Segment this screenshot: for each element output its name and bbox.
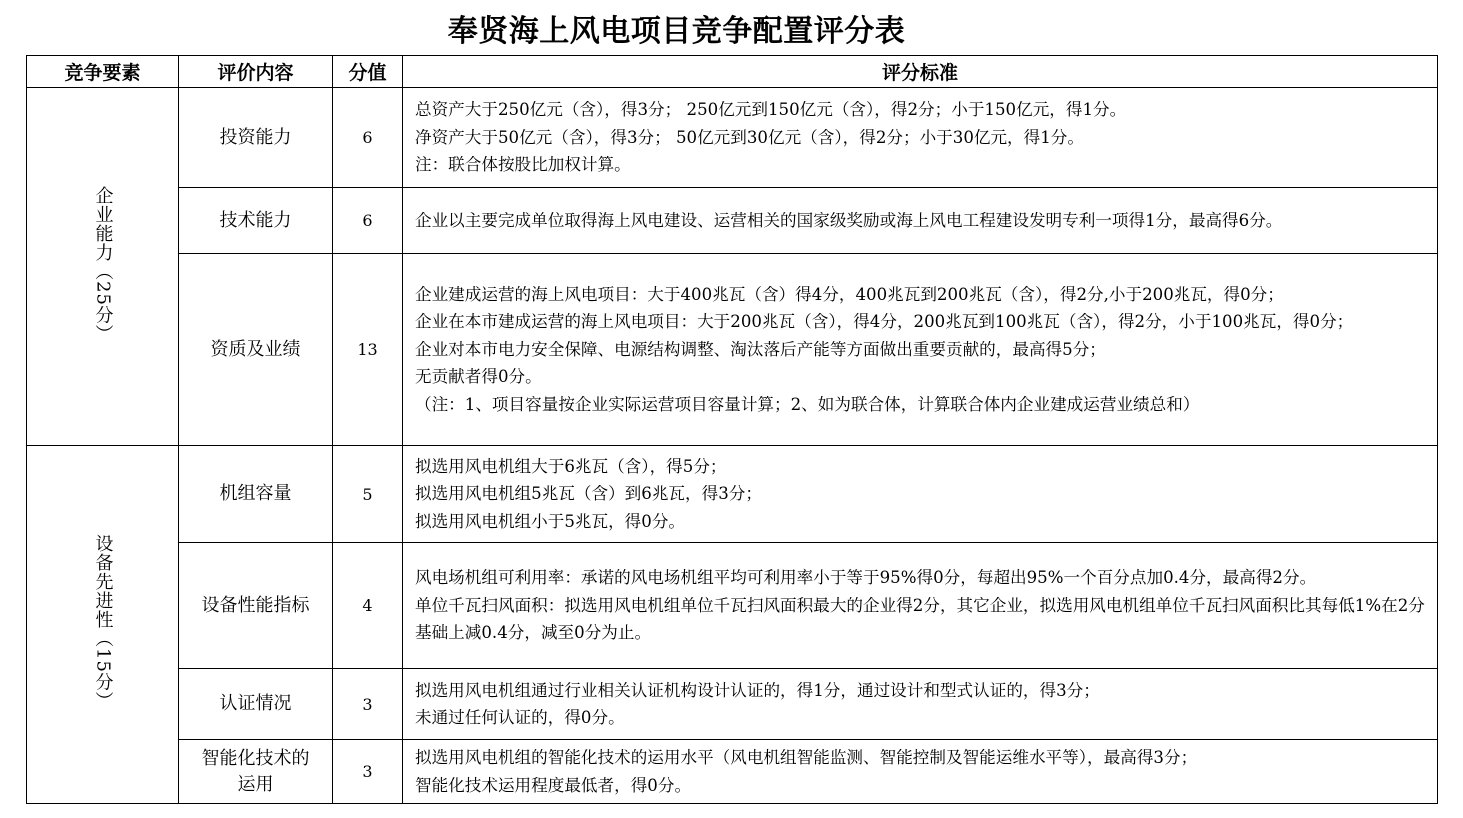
page-title: 奉贤海上风电项目竞争配置评分表 (447, 14, 906, 49)
category-equipment-advancement (27, 446, 179, 804)
item-content: 设备性能指标 (179, 543, 333, 669)
header-score: 分值 (333, 56, 403, 88)
scoring-table (26, 55, 1438, 804)
item-content: 机组容量 (179, 446, 333, 543)
item-score: 13 (333, 254, 403, 446)
criteria-line: 智能化技术运用程度最低者，得0分。 (415, 775, 692, 795)
item-score: 5 (333, 446, 403, 543)
category-label: 设备先进性（15分） (92, 534, 114, 711)
item-score: 6 (333, 88, 403, 188)
criteria-line: 注：联合体按股比加权计算。 (415, 155, 631, 175)
item-content: 资质及业绩 (179, 254, 333, 446)
criteria-line: 总资产大于250亿元（含），得3分； 250亿元到150亿元（含），得2分；小于150亿元，得1分。 (415, 100, 1127, 120)
criteria-line: 拟选用风电机组的智能化技术的运用水平（风电机组智能监测、智能控制及智能运维水平等），最高得3分； (415, 748, 1198, 767)
table-row (27, 254, 1438, 446)
category-enterprise-capability (27, 88, 179, 446)
item-criteria (403, 88, 1438, 188)
item-criteria (403, 254, 1438, 446)
item-score: 6 (333, 188, 403, 254)
criteria-line: 拟选用风电机组5兆瓦（含）到6兆瓦，得3分； (415, 484, 762, 504)
criteria-line: （注：1、项目容量按企业实际运营项目容量计算；2、如为联合体，计算联合体内企业建成运营业绩总和） (415, 394, 1200, 414)
table-row (27, 740, 1438, 804)
item-content: 认证情况 (179, 669, 333, 740)
item-score: 3 (333, 669, 403, 740)
item-score: 3 (333, 740, 403, 804)
criteria-line: 拟选用风电机组大于6兆瓦（含），得5分； (415, 456, 727, 476)
table-row (27, 669, 1438, 740)
item-criteria (403, 446, 1438, 543)
header-evaluation-content: 评价内容 (179, 56, 333, 88)
table-row (27, 446, 1438, 543)
table-row (27, 188, 1438, 254)
item-criteria (403, 669, 1438, 740)
criteria-line: 净资产大于50亿元（含），得3分； 50亿元到30亿元（含），得2分；小于30亿元，得1分。 (415, 127, 1084, 147)
item-score: 4 (333, 543, 403, 669)
criteria-line: 企业在本市建成运营的海上风电项目：大于200兆瓦（含），得4分，200兆瓦到100兆瓦（含），得2分，小于100兆瓦，得0分； (415, 312, 1354, 332)
item-content: 技术能力 (179, 188, 333, 254)
criteria-line: 企业建成运营的海上风电项目：大于400兆瓦（含）得4分，400兆瓦到200兆瓦（含），得2分,小于200兆瓦，得0分； (415, 284, 1284, 304)
item-content: 投资能力 (179, 88, 333, 188)
criteria-line: 拟选用风电机组通过行业相关认证机构设计认证的，得1分，通过设计和型式认证的，得3分； (415, 680, 1100, 700)
criteria-line: 拟选用风电机组小于5兆瓦，得0分。 (415, 511, 686, 531)
table-row (27, 88, 1438, 188)
header-competition-factor: 竞争要素 (27, 56, 179, 88)
item-criteria (403, 543, 1438, 669)
table-header-row (27, 56, 1438, 88)
criteria-line: 单位千瓦扫风面积：拟选用风电机组单位千瓦扫风面积最大的企业得2分，其它企业，拟选用风电机组单位千瓦扫风面积比其每低1%在2分基础上减0.4分，减至0分为止。 (415, 595, 1425, 643)
header-scoring-criteria: 评分标准 (403, 56, 1438, 88)
criteria-line: 企业对本市电力安全保障、电源结构调整、淘汰落后产能等方面做出重要贡献的，最高得5分； (415, 339, 1106, 359)
item-criteria (403, 188, 1438, 254)
criteria-line: 风电场机组可利用率：承诺的风电场机组平均可利用率小于等于95%得0分，每超出95%一个百分点加0.4分，最高得2分。 (415, 568, 1317, 588)
item-criteria (403, 740, 1438, 804)
table-row (27, 543, 1438, 669)
category-label: 企业能力（25分） (92, 185, 114, 344)
criteria-line: 无贡献者得0分。 (415, 367, 542, 387)
criteria-line: 企业以主要完成单位取得海上风电建设、运营相关的国家级奖励或海上风电工程建设发明专利一项得1分，最高得6分。 (415, 210, 1283, 230)
criteria-line: 未通过任何认证的，得0分。 (415, 708, 625, 727)
item-content: 智能化技术的运用 (179, 740, 333, 804)
